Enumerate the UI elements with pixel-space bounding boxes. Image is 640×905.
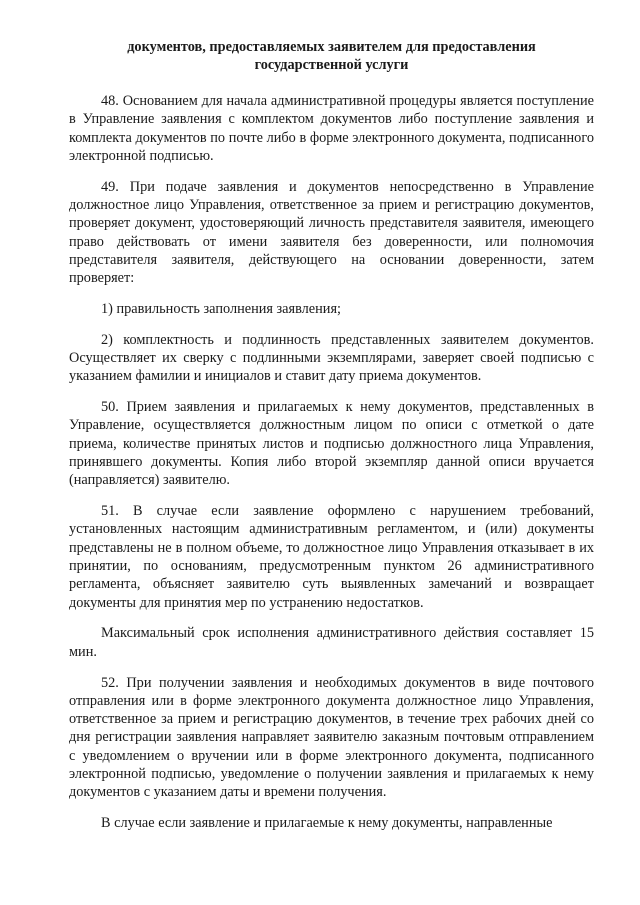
paragraph-50: 50. Прием заявления и прилагаемых к нему документов, представленных в Управление, осуществляется должностным лицом по описи с отметкой о дате приема, количестве принятых листов и подписью должностного лица Управления, принявшего документы. Копия либо второй экземпляр данной описи вручается (направляется) заявителю. bbox=[69, 399, 594, 489]
paragraph-49-item-1: 1) правильность заполнения заявления; bbox=[101, 300, 341, 317]
section-heading: документов, предоставляемых заявителем для предоставления государственной услуги bbox=[127, 39, 536, 73]
paragraph-continuation: В случае если заявление и прилагаемые к нему документы, направленные bbox=[101, 815, 553, 832]
paragraph-49: 49. При подаче заявления и документов непосредственно в Управление должностное лицо Управления, ответственное за прием и регистрацию документов, проверяет документ, удостоверяющий личность представителя заявителя, имеющего право действовать от имени заявителя без доверенности, или полномочия представителя заявителя, действующего на основании доверенности, затем проверяет: bbox=[69, 178, 594, 287]
paragraph-49-item-2: 2) комплектность и подлинность представленных заявителем документов. Осуществляет их сверку с подлинными экземплярами, заверяет своей подписью с указанием фамилии и инициалов и ставит дату приема документов. bbox=[69, 331, 594, 385]
paragraph-51: 51. В случае если заявление оформлено с нарушением требований, установленных настоящим административным регламентом, и (или) документы представлены не в полном объеме, то должностное лицо Управления отказывает в их принятии, по основаниям, предусмотренным пунктом 26 административного регламента, объясняет заявителю суть выявленных замечаний и возвращает документы для принятия мер по устранению недостатков. bbox=[69, 503, 594, 611]
paragraph-52: 52. При получении заявления и необходимых документов в виде почтового отправления или в форме электронного документа должностное лицо Управления, ответственное за прием и регистрацию документов, в течение трех рабочих дней со дня регистрации заявления направляет заявителю заказным почтовым отправлением с уведомлением о вручении или в форме электронного документа, подписанного электронной подписью, уведомление о получении заявления и прилагаемых к нему документов с указанием даты и времени получения. bbox=[69, 674, 594, 801]
paragraph-max-time: Максимальный срок исполнения административного действия составляет 15 мин. bbox=[69, 625, 594, 660]
paragraph-48: 48. Основанием для начала административной процедуры является поступление в Управление заявления с комплектом документов либо поступление заявления и комплекта документов по почте либо в форме электронного документа, подписанного электронной подписью. bbox=[69, 93, 594, 164]
